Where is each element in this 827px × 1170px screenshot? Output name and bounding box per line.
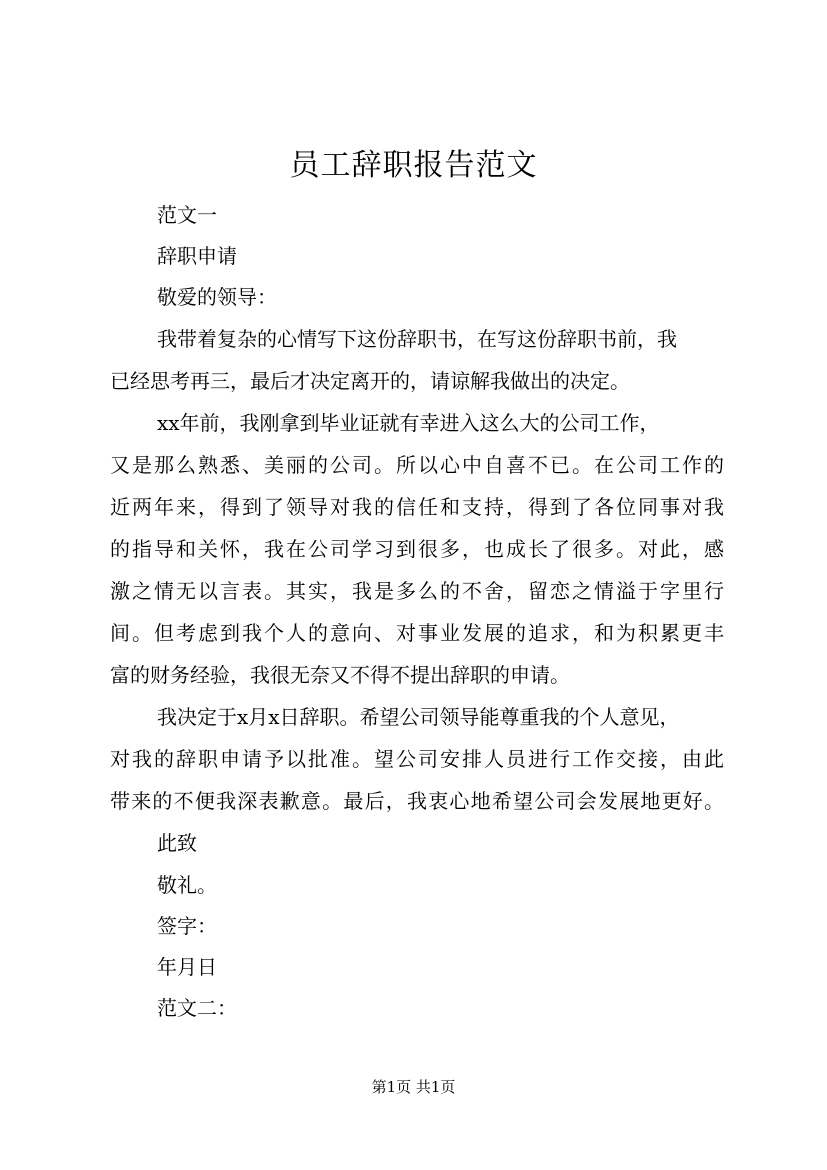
salutation: 敬爱的领导： <box>157 285 277 309</box>
paragraph-line: 我决定于x月x日辞职。希望公司领导能尊重我的个人意见， <box>157 705 680 729</box>
paragraph-line: 对我的辞职申请予以批准。望公司安排人员进行工作交接，由此 <box>110 747 724 771</box>
date-label: 年月日 <box>157 955 217 979</box>
section-heading: 范文二： <box>157 996 237 1020</box>
paragraph-line: 激之情无以言表。其实，我是多么的不舍，留恋之情溢于字里行 <box>110 579 724 603</box>
document-title: 员工辞职报告范文 <box>289 148 538 183</box>
section-heading: 范文一 <box>157 203 217 227</box>
paragraph-line: 近两年来，得到了领导对我的信任和支持，得到了各位同事对我 <box>110 495 724 519</box>
signature-label: 签字： <box>157 914 217 938</box>
paragraph-line: 我带着复杂的心情写下这份辞职书，在写这份辞职书前，我 <box>157 327 677 351</box>
paragraph-line: 间。但考虑到我个人的意向、对事业发展的追求，和为积累更丰 <box>110 621 724 645</box>
paragraph-line: xx年前，我刚拿到毕业证就有幸进入这么大的公司工作， <box>157 411 660 435</box>
closing-regards: 敬礼。 <box>157 873 217 897</box>
paragraph-line: 的指导和关怀，我在公司学习到很多，也成长了很多。对此，感 <box>110 537 724 561</box>
letter-title: 辞职申请 <box>157 244 237 268</box>
paragraph-line: 富的财务经验，我很无奈又不得不提出辞职的申请。 <box>110 663 570 687</box>
paragraph-line: 带来的不便我深表歉意。最后，我衷心地希望公司会发展地更好。 <box>110 789 724 813</box>
paragraph-line: 又是那么熟悉、美丽的公司。所以心中自喜不已。在公司工作的 <box>110 453 724 477</box>
paragraph-line: 已经思考再三，最后才决定离开的，请谅解我做出的决定。 <box>110 369 630 393</box>
closing-line: 此致 <box>157 831 197 855</box>
page-footer: 第1页 共1页 <box>371 1078 456 1096</box>
